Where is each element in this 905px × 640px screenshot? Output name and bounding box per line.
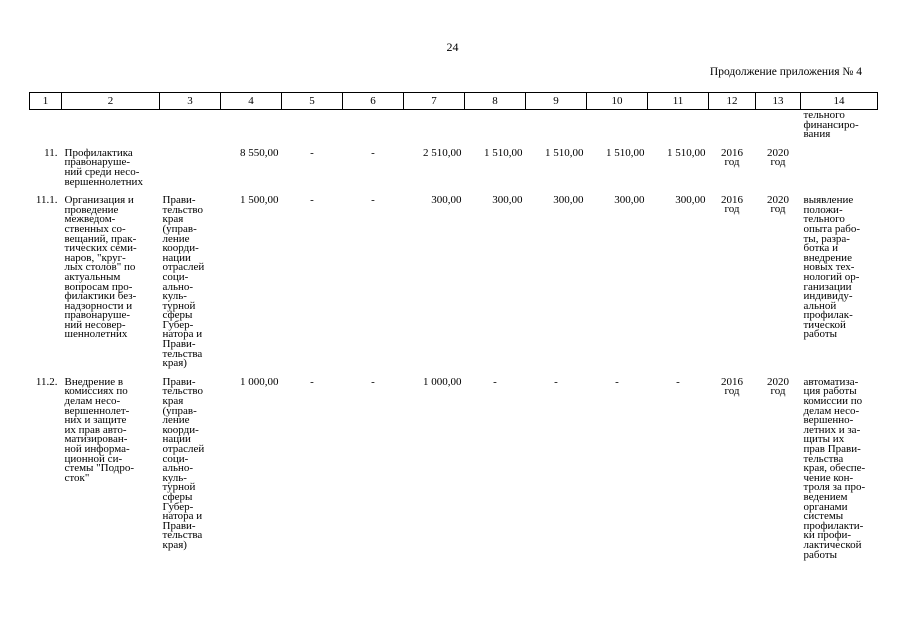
amount-total: 8 550,00	[240, 146, 279, 159]
table-row	[30, 377, 878, 568]
amount-col6: -	[371, 146, 375, 159]
amount-col10: 300,00	[614, 194, 645, 207]
executor	[160, 148, 221, 195]
amount-col7: 300,00	[431, 194, 462, 207]
carry-over-row	[30, 110, 878, 148]
amount-col7: 2 510,00	[423, 146, 462, 159]
amount-col5: -	[310, 194, 314, 207]
carry-over-text: тельного финансиро- вания	[803, 109, 859, 141]
expected-result: автоматиза- ция работы комиссии по делам несо- вершенно- летних и за- щиты их прав Прави- тельства края, обеспе- чение кон- троля за про- ведением органами системы профилакти- ки профи- лактической работы	[803, 375, 866, 561]
amount-col11: -	[676, 375, 680, 388]
end-year: 2020 год	[767, 146, 789, 168]
amount-col11: 300,00	[675, 194, 706, 207]
row-number: 11.1.	[35, 194, 58, 207]
start-year: 2016 год	[721, 375, 743, 397]
column-header-5: 5	[282, 93, 343, 110]
start-year: 2016 год	[721, 146, 743, 168]
amount-col6: -	[371, 375, 375, 388]
measure-name: Организация и проведение межведом- ственных со- вещаний, прак- тических семи- наров, "круг- лых столов" по актуальным вопросам про- филактики без- надзорности и правонаруше- ний несовер- шеннолетних	[64, 194, 137, 341]
amount-col6: -	[371, 194, 375, 207]
end-year: 2020 год	[767, 375, 789, 397]
column-header-6: 6	[343, 93, 404, 110]
column-header-3: 3	[160, 93, 221, 110]
column-header-2: 2	[62, 93, 160, 110]
column-header-13: 13	[756, 93, 801, 110]
amount-col10: 1 510,00	[606, 146, 645, 159]
page-number: 24	[446, 40, 459, 54]
amount-col9: -	[554, 375, 558, 388]
table-row	[30, 195, 878, 377]
amount-col8: 300,00	[492, 194, 523, 207]
appendix-table	[29, 92, 878, 568]
amount-total: 1 000,00	[240, 375, 279, 388]
amount-col5: -	[310, 375, 314, 388]
column-number-row	[30, 93, 878, 110]
expected-result: выявление положи- тельного опыта рабо- ты, разра- ботка и внедрение новых тех- нологий ор- ганизации индивиду- альной профилак- тической работы	[803, 194, 860, 341]
row-number: 11.2.	[35, 375, 58, 388]
start-year: 2016 год	[721, 194, 743, 216]
amount-total: 1 500,00	[240, 194, 279, 207]
column-header-10: 10	[587, 93, 648, 110]
column-header-11: 11	[648, 93, 709, 110]
appendix-continuation-label: Продолжение приложения № 4	[709, 66, 862, 78]
column-header-7: 7	[404, 93, 465, 110]
executor: Прави- тельство края (управ- ление коорди- нации отраслей соци- ально- куль- турной сферы Губер- натора и Прави- тельства края)	[162, 375, 205, 551]
amount-col10: -	[615, 375, 619, 388]
expected-result	[801, 148, 878, 195]
row-number: 11.	[44, 146, 58, 159]
column-header-8: 8	[465, 93, 526, 110]
column-header-1: 1	[30, 93, 62, 110]
table-row	[30, 148, 878, 195]
end-year: 2020 год	[767, 194, 789, 216]
amount-col8: 1 510,00	[484, 146, 523, 159]
measure-name: Профилактика правонаруше- ний среди несо- вершеннолетних	[64, 146, 143, 188]
column-header-4: 4	[221, 93, 282, 110]
amount-col8: -	[493, 375, 497, 388]
column-header-9: 9	[526, 93, 587, 110]
executor: Прави- тельство края (управ- ление коорди- нации отраслей соци- ально- куль- турной сферы Губер- натора и Прави- тельства края)	[162, 194, 205, 370]
column-header-12: 12	[709, 93, 756, 110]
amount-col5: -	[310, 146, 314, 159]
amount-col9: 300,00	[553, 194, 584, 207]
amount-col11: 1 510,00	[667, 146, 706, 159]
amount-col9: 1 510,00	[545, 146, 584, 159]
column-header-14: 14	[801, 93, 878, 110]
measure-name: Внедрение в комиссиях по делам несо- вершеннолет- них и защите их прав авто- матизирован- ной информа- ционной си- стемы "Подро- сток"	[64, 375, 135, 484]
amount-col7: 1 000,00	[423, 375, 462, 388]
